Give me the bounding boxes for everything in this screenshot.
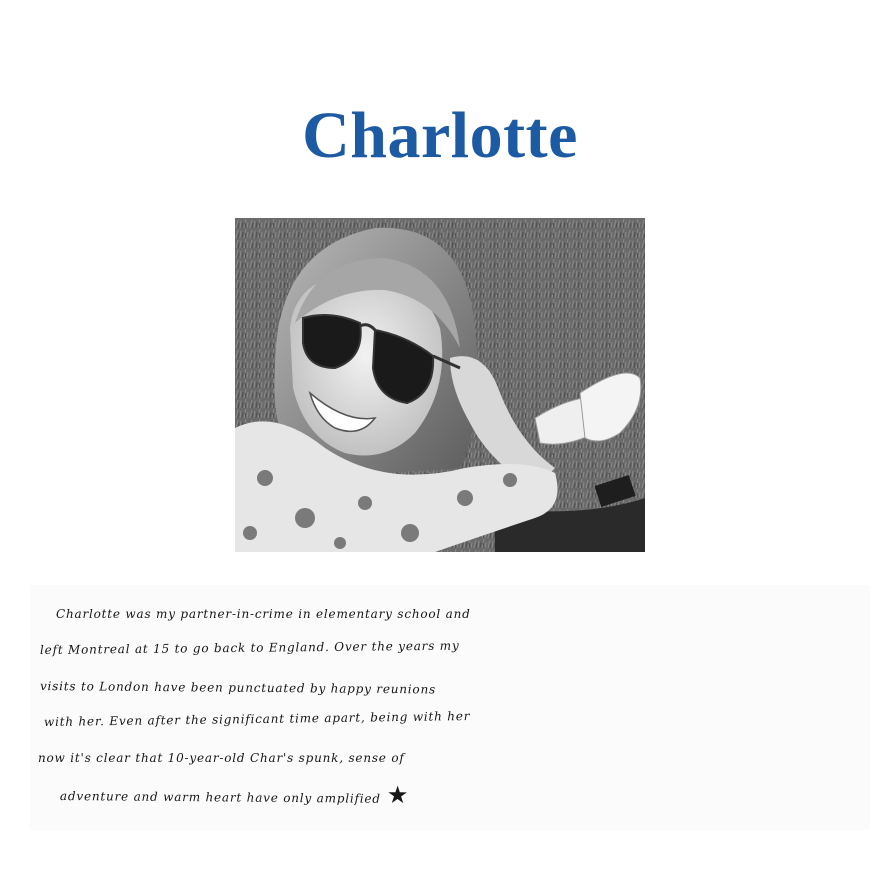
page-title: Charlotte bbox=[302, 99, 578, 172]
note-line-1: Charlotte was my partner-in-crime in elementary school and bbox=[56, 607, 471, 621]
handwritten-note bbox=[30, 585, 870, 830]
portrait-photo bbox=[235, 218, 645, 552]
note-line-5: now it's clear that 10-year-old Char's spunk, sense of bbox=[38, 751, 405, 765]
note-line-6 bbox=[60, 775, 870, 816]
note-line-2: left Montreal at 15 to go back to England. Over the years my bbox=[39, 638, 460, 657]
note-line-3: visits to London have been punctuated by happy reunions bbox=[39, 679, 437, 697]
star-icon: ★ bbox=[386, 780, 410, 810]
note-line-6-text: adventure and warm heart have only amplified bbox=[59, 789, 381, 806]
note-line-4: with her. Even after the significant time apart, being with her bbox=[43, 709, 471, 729]
